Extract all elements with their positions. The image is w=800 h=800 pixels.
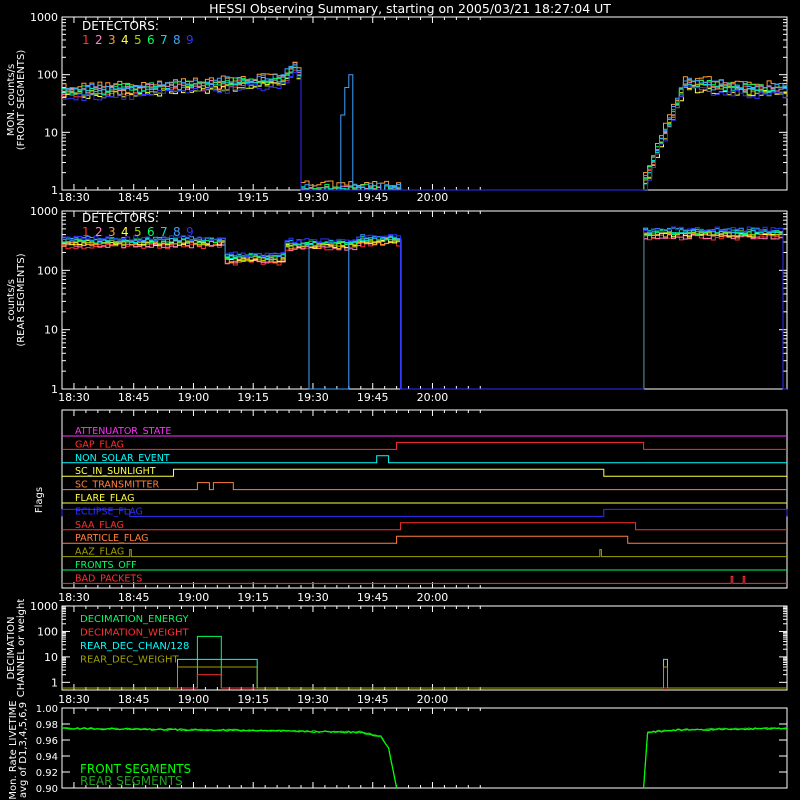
legend-item: 5 (134, 225, 142, 239)
flag-name: FLARE_FLAG (75, 493, 135, 504)
flag-name: ATTENUATOR_STATE (75, 426, 172, 437)
y-axis-label: avg of D1,3,4,5,6,9 (18, 701, 29, 799)
x-tick-label: 19:45 (356, 191, 389, 204)
x-tick-label: 19:15 (237, 391, 270, 404)
decimation-legend-item: REAR_DEC_CHAN/128 (80, 641, 190, 652)
y-axis-label: CHANNEL or weight (16, 598, 27, 698)
y-tick-label: 10 (44, 323, 58, 337)
x-tick-label: 18:30 (58, 693, 90, 706)
y-axis-label: Mon. Rate LIVETIME (8, 700, 19, 800)
x-tick-label: 19:15 (237, 191, 270, 204)
flag-name: PARTICLE_FLAG (75, 533, 149, 545)
legend-item: 9 (186, 33, 194, 47)
x-tick-label: 19:00 (177, 693, 210, 706)
x-tick-label: 18:45 (117, 191, 150, 204)
legend-item: 4 (121, 33, 129, 47)
livetime-legend-rear: REAR SEGMENTS (80, 774, 183, 788)
legend-item: 8 (173, 33, 181, 47)
x-tick-label: 19:00 (177, 391, 210, 404)
y-tick-label: 10 (44, 126, 58, 140)
legend-item: 5 (134, 33, 142, 47)
legend-item: 3 (108, 225, 116, 239)
flag-name: NON_SOLAR_EVENT (75, 452, 170, 464)
legend-title: DETECTORS: (82, 211, 159, 225)
x-tick-label: 19:00 (177, 191, 210, 204)
x-tick-label: 19:15 (237, 693, 270, 706)
x-tick-label: 19:30 (297, 693, 329, 706)
legend-item: 3 (108, 33, 116, 47)
x-tick-label: 20:00 (416, 591, 449, 604)
x-tick-label: 20:00 (416, 391, 449, 404)
y-tick-label: 0.94 (35, 752, 58, 763)
flag-name: BAD_PACKETS (75, 573, 143, 585)
y-tick-label: 0.98 (35, 720, 58, 731)
x-tick-label: 18:30 (58, 191, 90, 204)
y-tick-label: 1000 (30, 205, 58, 218)
flag-name: AAZ_FLAG (75, 546, 125, 558)
y-tick-label: 1000 (30, 11, 58, 24)
x-tick-label: 20:00 (416, 191, 449, 204)
legend-item: 9 (186, 225, 194, 239)
legend-title: DETECTORS: (82, 19, 159, 33)
y-tick-label: 1000 (30, 600, 58, 613)
y-tick-label: 1 (51, 184, 58, 197)
legend-item: 2 (95, 33, 103, 47)
figure-title: HESSI Observing Summary, starting on 2005/03/21 18:27:04 UT (209, 1, 611, 16)
y-tick-label: 100 (37, 625, 58, 639)
legend-item: 6 (147, 33, 155, 47)
flag-name: SAA_FLAG (75, 519, 124, 531)
y-tick-label: 100 (37, 68, 58, 82)
x-tick-label: 18:30 (58, 391, 90, 404)
y-tick-label: 1 (51, 383, 58, 396)
x-tick-label: 19:45 (356, 391, 389, 404)
flag-name: SC_IN_SUNLIGHT (75, 466, 156, 478)
x-tick-label: 19:30 (297, 391, 329, 404)
x-tick-label: 19:15 (237, 591, 270, 604)
x-tick-label: 19:45 (356, 693, 389, 706)
x-tick-label: 20:00 (416, 693, 449, 706)
x-tick-label: 19:00 (177, 591, 210, 604)
decimation-legend-item: REAR_DEC_WEIGHT (80, 654, 179, 666)
x-tick-label: 18:45 (117, 693, 150, 706)
decimation-legend-item: DECIMATION_WEIGHT (80, 627, 189, 639)
y-axis-label: (FRONT SEGMENTS) (16, 49, 27, 151)
flag-name: SC_TRANSMITTER (75, 479, 160, 491)
flag-name: ECLIPSE_FLAG (75, 506, 143, 518)
flag-name: FRONTS_OFF (75, 560, 137, 571)
legend-item: 4 (121, 225, 129, 239)
flag-name: GAP_FLAG (75, 439, 125, 451)
decimation-legend-item: DECIMATION_ENERGY (80, 614, 189, 625)
legend-item: 2 (95, 225, 103, 239)
legend-item: 6 (147, 225, 155, 239)
x-tick-label: 19:45 (356, 591, 389, 604)
x-tick-label: 18:45 (117, 391, 150, 404)
legend-item: 1 (82, 33, 90, 47)
y-tick-label: 0.90 (35, 784, 58, 795)
x-tick-label: 19:30 (297, 191, 329, 204)
y-tick-label: 1.00 (35, 704, 58, 715)
y-axis-label: DECIMATION (6, 616, 17, 680)
y-tick-label: 0.92 (35, 768, 58, 779)
flags-axis-label: Flags (34, 486, 45, 514)
legend-item: 1 (82, 225, 90, 239)
y-tick-label: 1 (51, 676, 58, 690)
x-tick-label: 18:45 (117, 591, 150, 604)
y-axis-label: MON. counts/s (6, 63, 17, 137)
y-axis-label: counts/s (6, 278, 17, 322)
y-tick-label: 10 (44, 650, 58, 664)
y-axis-label: (REAR SEGMENTS) (16, 253, 27, 347)
legend-item: 8 (173, 225, 181, 239)
y-tick-label: 0.96 (35, 736, 58, 747)
legend-item: 7 (160, 33, 168, 47)
y-tick-label: 100 (37, 264, 58, 278)
livetime-legend-front: FRONT SEGMENTS (80, 762, 192, 776)
x-tick-label: 19:30 (297, 591, 329, 604)
x-tick-label: 18:30 (58, 591, 90, 604)
legend-item: 7 (160, 225, 168, 239)
